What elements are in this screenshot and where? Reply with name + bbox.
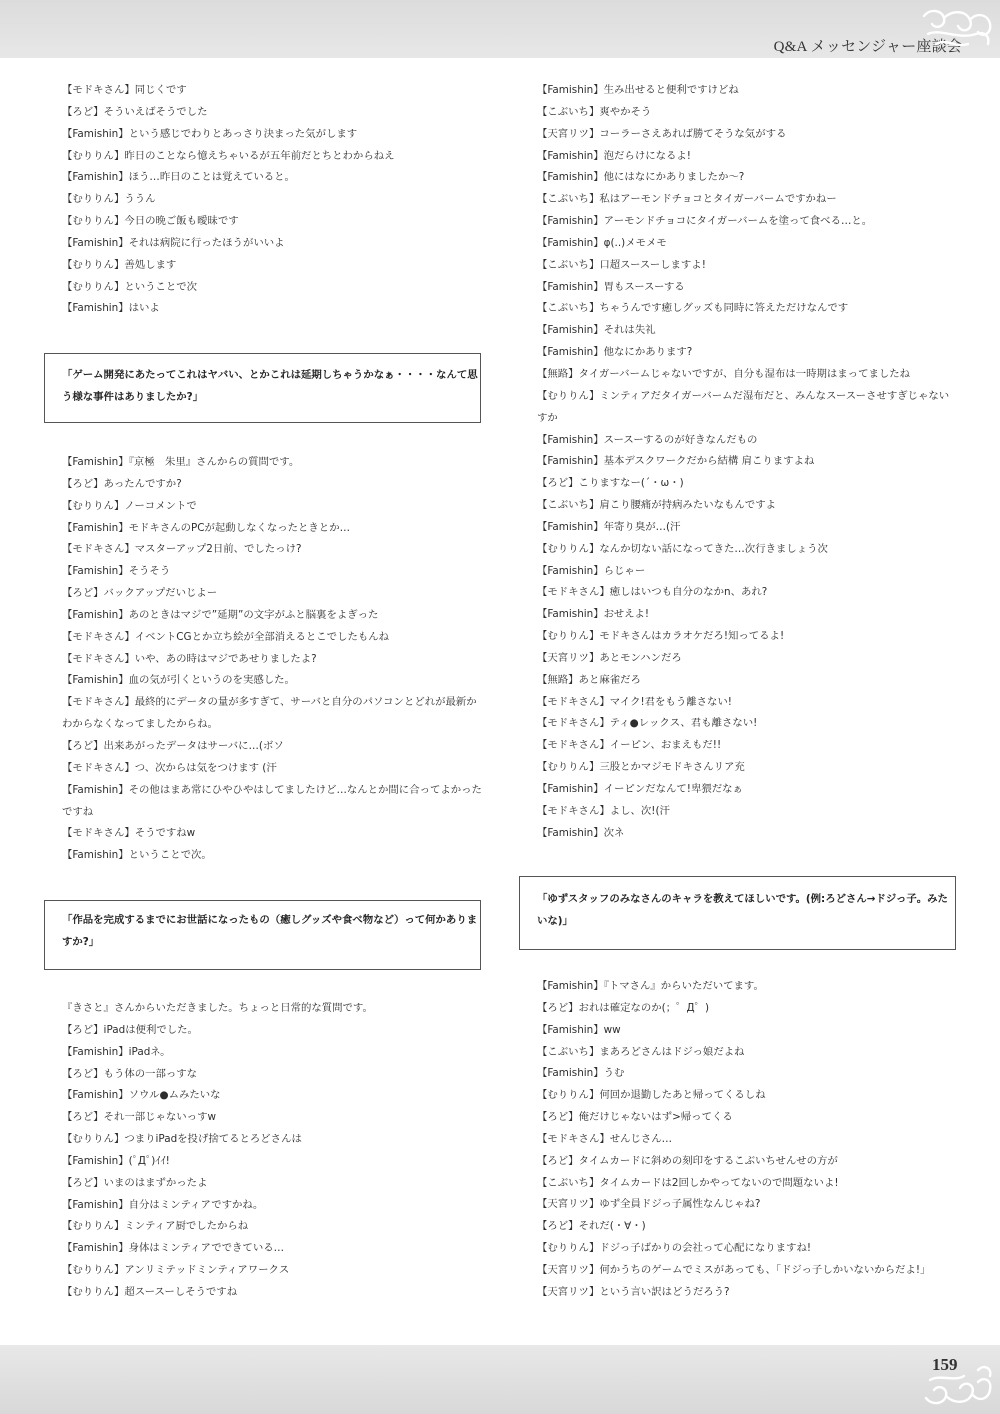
dialogue-line: 【むりりん】なんか切ない話になってきた…次行きましょう次 — [537, 542, 828, 555]
dialogue-line: 【Famishin】基本デスクワークだから結構 肩こりますよね — [537, 455, 815, 468]
dialogue-line: 【Famishin】はいよ — [62, 302, 160, 315]
dialogue-line: 【Famishin】『トマさん』からいただいてます。 — [537, 980, 764, 992]
dialogue-line: 【むりりん】三股とかマジモドキさんリア充 — [537, 761, 745, 774]
dialogue-line: 【ろど】iPadは便利でした。 — [62, 1023, 198, 1036]
dialogue-line: 【Famishin】φ(..)メモメモ — [537, 236, 667, 249]
dialogue-line: 【Famishin】血の気が引くというのを実感した。 — [62, 674, 295, 687]
dialogue-line: 【モドキさん】いや、あの時はマジであせりましたよ? — [62, 652, 317, 665]
dialogue-line: 【Famishin】身体はミンティアでできている… — [62, 1242, 284, 1255]
dialogue-line: 【むりりん】アンリミテッドミンティアワークス — [62, 1264, 290, 1277]
question-box-1 — [44, 353, 481, 423]
left-dialogue-block-1 — [62, 80, 482, 320]
footer-band — [0, 1345, 1000, 1414]
dialogue-line: 【ろど】出来あがったデータはサーバに…(ボソ — [62, 739, 284, 752]
dialogue-line: 【Famishin】生み出せると便利ですけどね — [537, 84, 739, 96]
right-dialogue-block-1 — [537, 80, 957, 845]
dialogue-line: 【Famishin】イーピンだなんて!卑猥だなぁ — [537, 783, 743, 795]
dialogue-line: 【こぶいち】ちゃうんです癒しグッズも同時に答えただけなんです — [537, 302, 849, 315]
question-text: 「作品を完成するまでにお世話になったもの（癒しグッズや食べ物など）って何かありま — [62, 914, 478, 926]
dialogue-line: 【むりりん】昨日のことなら憶えちゃいるが五年前だとちとわからねえ — [62, 149, 395, 162]
dialogue-line: 【ろど】あったんですか? — [62, 477, 182, 490]
dialogue-line: 【Famishin】年寄り臭が…(汗 — [537, 520, 681, 533]
question-text: すか?」 — [62, 935, 100, 948]
dialogue-line: 【Famishin】iPadネ。 — [62, 1045, 171, 1058]
dialogue-line: 【Famishin】その他はまあ常にひやひやはしてましたけど…なんとか間に合ってよかった — [62, 783, 482, 796]
dialogue-line: 【Famishin】ほう…昨日のことは覚えていると。 — [62, 171, 295, 184]
dialogue-line: 【むりりん】超スースーしそうですね — [62, 1285, 238, 1298]
dialogue-line: 【モドキさん】同じくです — [62, 84, 187, 96]
dialogue-line: 【モドキさん】マスターアップ2日前、でしたっけ? — [62, 543, 302, 556]
dialogue-line: 【むりりん】ミンティアだタイガーバームだ湿布だと、みんなスースーさせすぎじゃない — [537, 389, 950, 402]
dialogue-line: 【天宮リツ】コーラーさえあれば勝てそうな気がする — [537, 127, 787, 140]
dialogue-line: 【モドキさん】せんじさん… — [537, 1132, 673, 1145]
left-dialogue-block-3 — [62, 998, 482, 1304]
right-dialogue-block-2 — [537, 976, 957, 1304]
dialogue-line: 【むりりん】モドキさんはカラオケだろ!知ってるよ! — [537, 630, 785, 643]
dialogue-line: 【Famishin】モドキさんのPCが起動しなくなったときとか… — [62, 521, 350, 534]
dialogue-line: 【むりりん】ううん — [62, 193, 156, 206]
dialogue-line: 【ろど】タイムカードに斜めの刻印をするこぶいちせんせの方が — [537, 1154, 838, 1167]
dialogue-line: 【こぶいち】肩こり腰痛が持病みたいなもんですよ — [537, 499, 776, 512]
dialogue-line: 【天宮リツ】何かうちのゲームでミスがあっても、「ドジっ子しかいないからだよ!」 — [537, 1263, 931, 1276]
dialogue-line: 【モドキさん】つ、次からは気をつけます (汗 — [62, 761, 277, 774]
dialogue-line: 【モドキさん】最終的にデータの量が多すぎて、サーバと自分のパソコンとどれが最新か — [62, 696, 477, 709]
dialogue-line: 【モドキさん】ティ●レックス、君も離さない! — [537, 717, 758, 730]
dialogue-line: 【Famishin】そうそう — [62, 565, 171, 578]
dialogue-line: 【モドキさん】イベントCGとか立ち絵が全部消えるとこでしたもんね — [62, 630, 390, 643]
dialogue-line: 【Famishin】自分はミンティアですかね。 — [62, 1198, 264, 1211]
dialogue-line: 【モドキさん】よし、次!(汗 — [537, 804, 670, 817]
dialogue-line: 【むりりん】ノーコメントで — [62, 499, 197, 512]
dialogue-line: 【Famishin】『京極 朱里』さんからの質問です。 — [62, 456, 300, 468]
dialogue-line: 【Famishin】次ネ — [537, 826, 625, 839]
question-text: 「ゆずスタッフのみなさんのキャラを教えてほしいです。(例:ろどさん→ドジっ子。みた — [537, 893, 948, 905]
dialogue-line: 【ろど】おれは確定なのか(；゜Д゜) — [537, 1001, 710, 1014]
dialogue-line: 【こぶいち】タイムカードは2回しかやってないので問題ないよ! — [537, 1176, 839, 1189]
dialogue-line: 【ろど】それ一部じゃないっすw — [62, 1111, 216, 1124]
dialogue-line: 【モドキさん】癒しはいつも自分のなかn、あれ? — [537, 586, 768, 599]
dialogue-line: 【Famishin】(ﾟДﾟ)ｲｲ! — [62, 1154, 170, 1167]
question-box-3 — [519, 876, 956, 950]
dialogue-line: 【ろど】こりますなー(´・ω・) — [537, 477, 684, 490]
dialogue-line: 【Famishin】らじゃー — [537, 564, 646, 577]
page-number: 159 — [932, 1355, 958, 1374]
dialogue-line: 【Famishin】ということで次。 — [62, 849, 212, 862]
dialogue-line: 【むりりん】ドジっ子ばかりの会社って心配になりますね! — [537, 1242, 812, 1255]
dialogue-line: 【Famishin】それは失礼 — [537, 324, 656, 337]
dialogue-line: 【モドキさん】マイク!君をもう離さない! — [537, 695, 732, 708]
question-text: 「ゲーム開発にあたってこれはヤバい、とかこれは延期しちゃうかなぁ・・・・なんて思 — [62, 369, 478, 381]
dialogue-line: 『きさと』さんからいただきました。ちょっと日常的な質問です。 — [62, 1002, 373, 1014]
dialogue-line: 【Famishin】という感じでわりとあっさり決まった気がします — [62, 127, 358, 140]
dialogue-line: 【Famishin】おせえよ! — [537, 608, 650, 621]
dialogue-line: 【Famishin】胃もスースーする — [537, 280, 685, 293]
dialogue-line: 【モドキさん】イーピン、おまえもだ!! — [537, 739, 722, 752]
dialogue-line: 【むりりん】ミンティア厨でしたからね — [62, 1220, 249, 1233]
left-dialogue-block-2 — [62, 452, 482, 867]
dialogue-line: ですね — [62, 805, 94, 818]
question-text: いな)」 — [537, 914, 573, 927]
dialogue-line: 【ろど】そういえばそうでした — [62, 105, 208, 118]
dialogue-line: 【Famishin】他なにかあります? — [537, 346, 693, 359]
dialogue-line: 【Famishin】それは病院に行ったほうがいいよ — [62, 236, 285, 249]
bottom-ornament-icon — [918, 1360, 996, 1410]
dialogue-line: 【無路】あと麻雀だろ — [537, 673, 641, 686]
dialogue-line: 【むりりん】善処します — [62, 258, 177, 271]
dialogue-line: 【Famishin】ww — [537, 1023, 621, 1036]
top-ornament-icon — [918, 4, 996, 54]
question-text: う様な事件はありましたか?」 — [62, 390, 204, 403]
header-title: Q&A メッセンジャー座談会 — [773, 39, 962, 55]
dialogue-line: 【むりりん】何回か退勤したあと帰ってくるしね — [537, 1089, 766, 1102]
dialogue-line: 【ろど】俺だけじゃないはず>帰ってくる — [537, 1111, 733, 1124]
dialogue-line: 【こぶいち】爽やかそう — [537, 105, 652, 118]
dialogue-line: 【こぶいち】口超スースーしますよ! — [537, 258, 706, 271]
dialogue-line: 【ろど】もう体の一部っすな — [62, 1067, 198, 1080]
dialogue-line: 【Famishin】他にはなにかありましたか～? — [537, 171, 745, 184]
dialogue-line: 【こぶいち】私はアーモンドチョコとタイガーバームですかねー — [537, 193, 837, 206]
dialogue-line: 【ろど】バックアップだいじよー — [62, 587, 218, 600]
dialogue-line: 【天宮リツ】という言い訳はどうだろう? — [537, 1285, 730, 1298]
dialogue-line: 【モドキさん】そうですねw — [62, 827, 196, 840]
dialogue-line: 【Famishin】うむ — [537, 1067, 625, 1080]
question-box-2 — [44, 900, 481, 970]
dialogue-line: 【天宮リツ】あとモンハンだろ — [537, 651, 682, 664]
dialogue-line: 【ろど】それだ(・∀・) — [537, 1220, 646, 1233]
dialogue-line: 【Famishin】スースーするのが好きなんだもの — [537, 433, 758, 446]
dialogue-line: 【Famishin】アーモンドチョコにタイガーバームを塗って食べる…と。 — [537, 215, 873, 228]
dialogue-line: 【むりりん】つまりiPadを投げ捨てるとろどさんは — [62, 1133, 302, 1146]
dialogue-line: 【天宮リツ】ゆず全員ドジっ子属性なんじゃね? — [537, 1198, 761, 1211]
dialogue-line: 【無路】タイガーバームじゃないですが、自分も湿布は一時期はまってましたね — [537, 367, 911, 380]
dialogue-line: 【Famishin】ソウル●ムみたいな — [62, 1089, 221, 1102]
dialogue-line: 【むりりん】今日の晩ご飯も曖昧です — [62, 215, 239, 228]
dialogue-line: わからなくなってましたからね。 — [62, 718, 218, 731]
dialogue-line: 【Famishin】あのときはマジで”延期”の文字がふと脳裏をよぎった — [62, 608, 379, 621]
dialogue-line: 【むりりん】ということで次 — [62, 280, 198, 293]
dialogue-line: すか — [537, 411, 558, 424]
dialogue-line: 【Famishin】泡だらけになるよ! — [537, 149, 691, 162]
dialogue-line: 【こぶいち】まあろどさんはドジっ娘だよね — [537, 1045, 745, 1058]
dialogue-line: 【ろど】いまのはまずかったよ — [62, 1176, 208, 1189]
